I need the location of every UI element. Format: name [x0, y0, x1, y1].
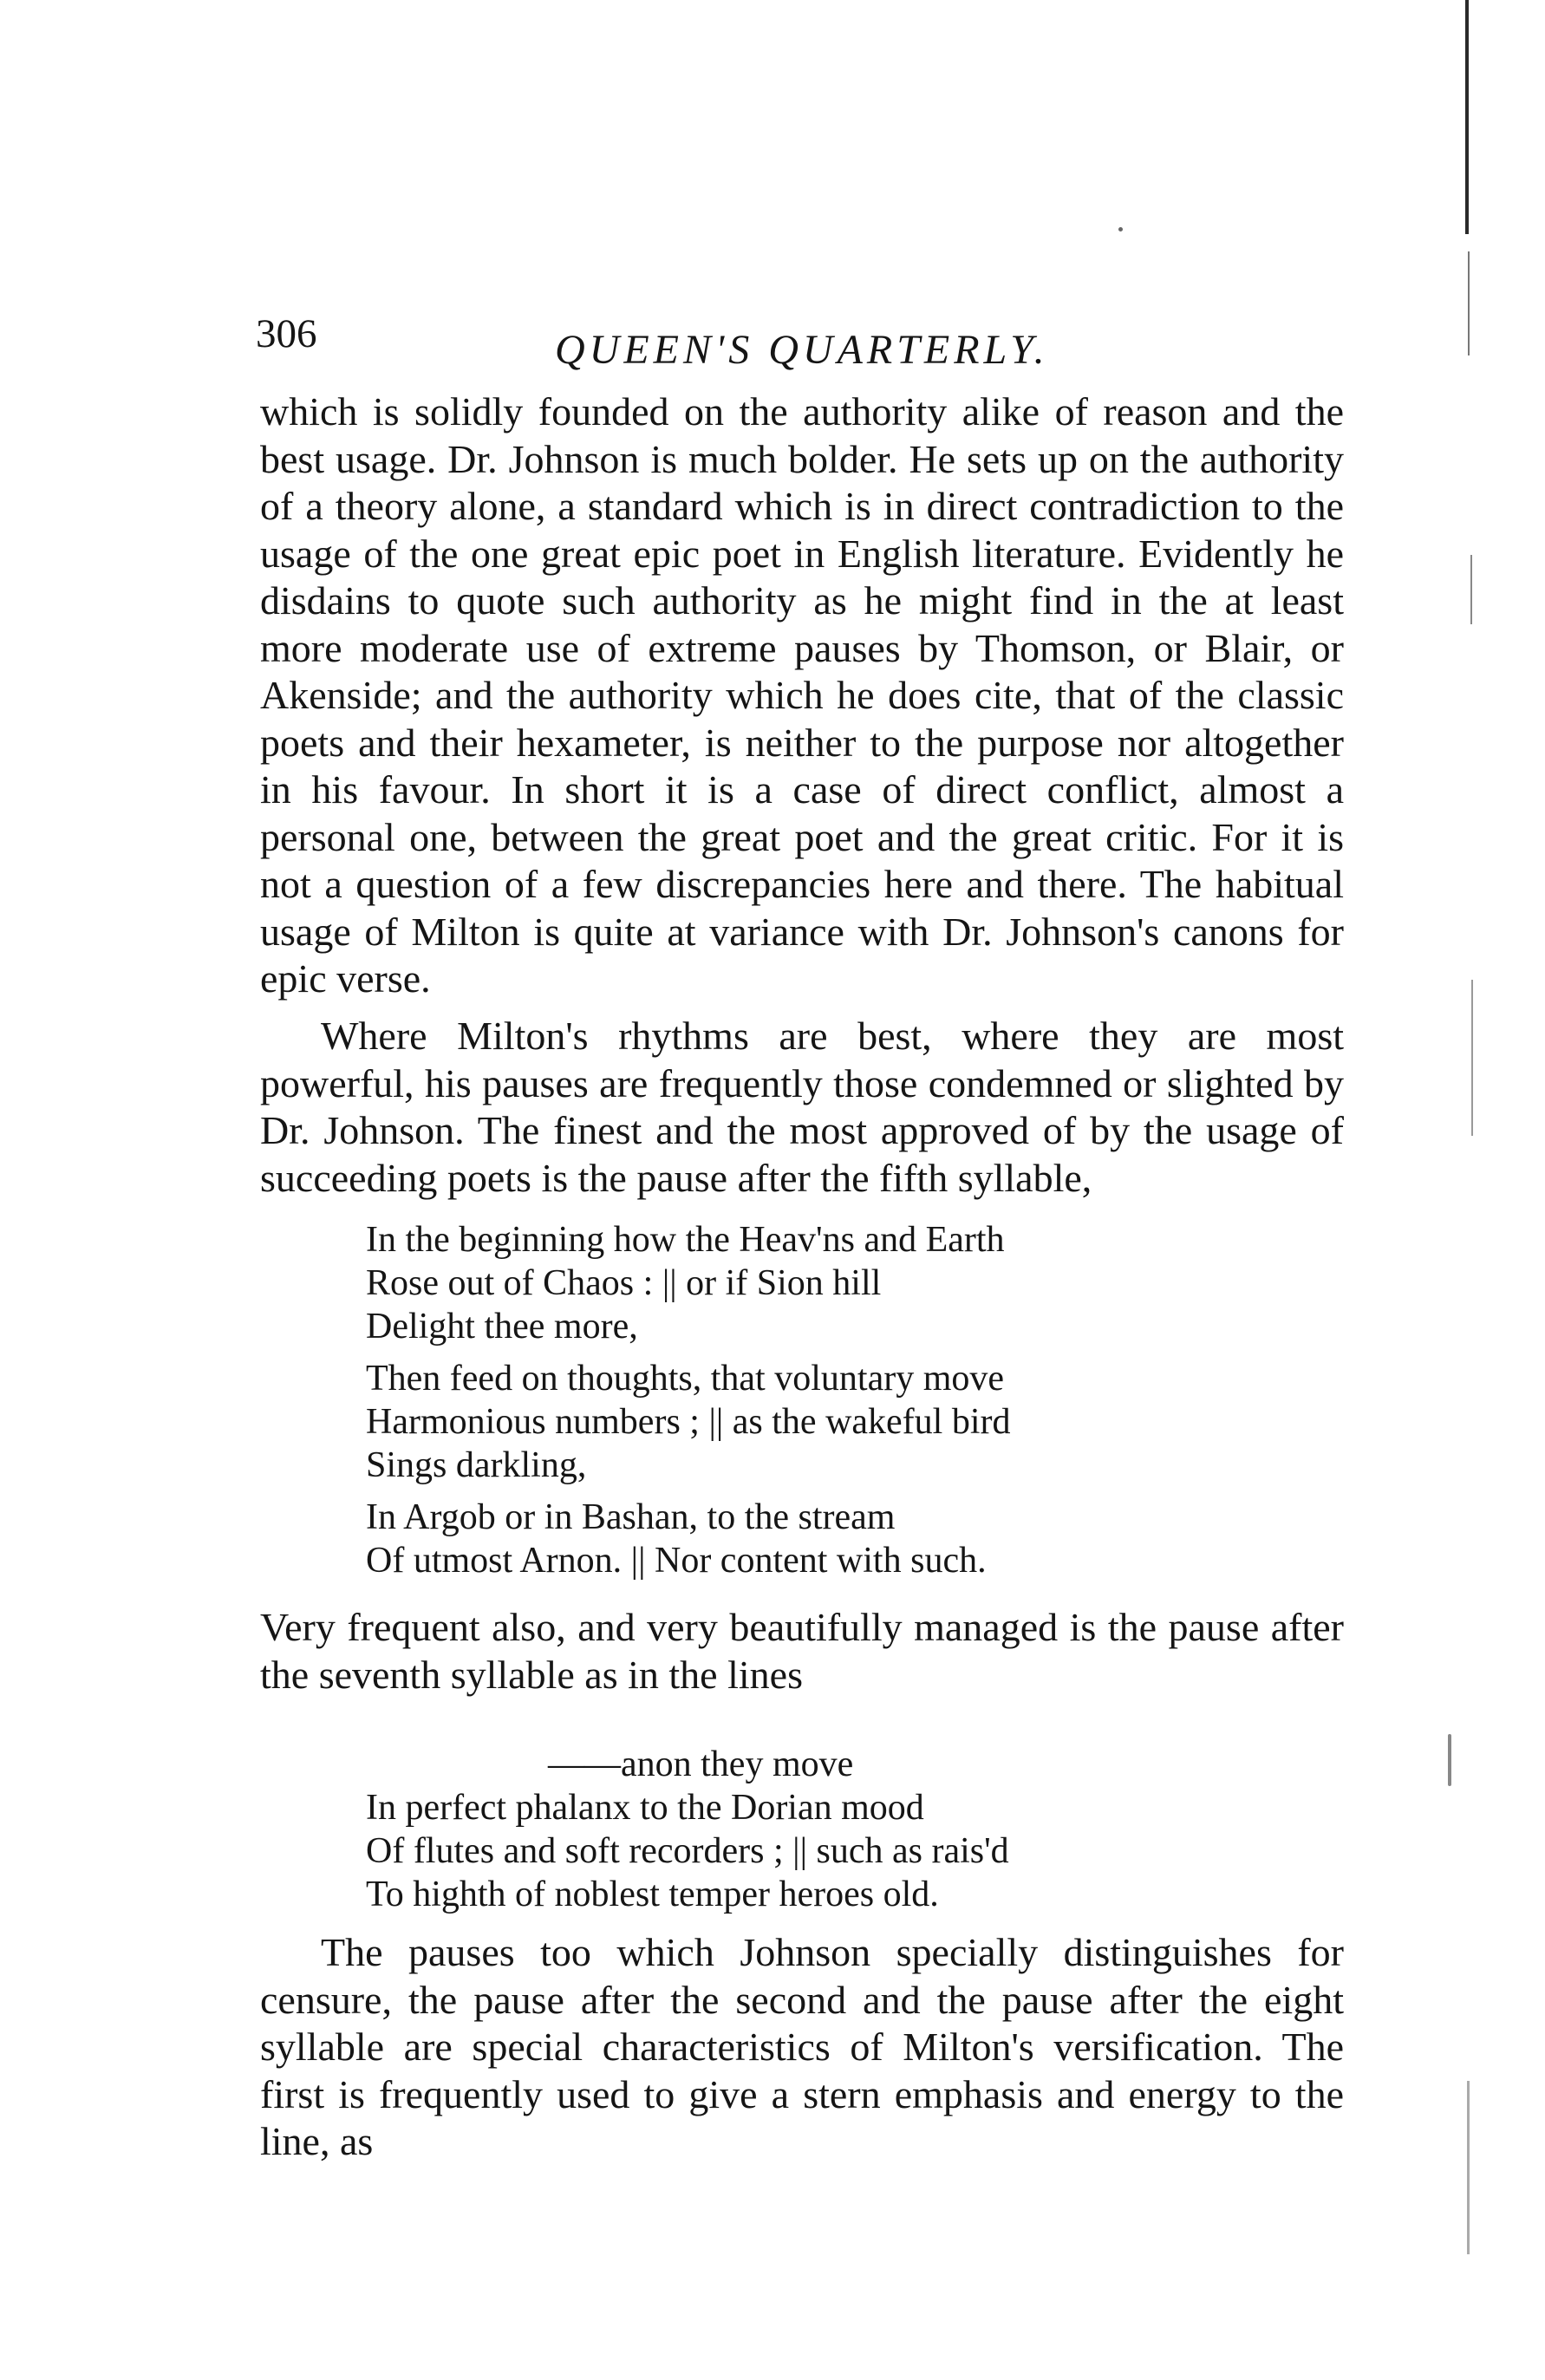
- scan-edge-line: [1465, 0, 1469, 234]
- verse-line: Sings darkling,: [366, 1445, 587, 1485]
- scan-edge-line: [1467, 2081, 1470, 2254]
- verse-line: ——anon they move: [366, 1744, 854, 1784]
- paragraph: Where Milton's rhythms are best, where they are most powerful, his pauses are frequently those condemned or slighted by Dr. Johnson. The finest and the most approved of by the usage of succeeding poets is the pause after the fifth syllable,: [260, 1014, 1344, 1200]
- verse-line: In Argob or in Bashan, to the stream: [366, 1497, 896, 1537]
- verse-line: Delight thee more,: [366, 1307, 638, 1346]
- verse-line: Rose out of Chaos : || or if Sion hill: [366, 1263, 882, 1303]
- verse-line: Of flutes and soft recorders ; || such as rais'd: [366, 1831, 1009, 1871]
- verse-quote: [366, 1496, 1337, 1582]
- paragraph: The pauses too which Johnson specially distinguishes for censure, the pause after the second and the pause after the eight syllable are special characteristics of Milton's versification. The first is frequently used to give a stern emphasis and energy to the line, as: [260, 1930, 1344, 2163]
- verse-quote: [366, 1357, 1337, 1487]
- verse-line: To highth of noblest temper heroes old.: [366, 1875, 939, 1914]
- page-number: 306: [256, 311, 317, 356]
- paragraph: which is solidly founded on the authority alike of reason and the best usage. Dr. Johnson is much bolder. He sets up on the authority of a theory alone, a standard which is in direct contradiction to the usage of the one great epic poet in English literature. Evidently he disdains to quote such authority as he might find in the at least more moderate use of extreme pauses by Thomson, or Blair, or Akenside; and the authority which he does cite, that of the classic poets and their hexameter, is neither to the purpose nor altogether in his favour. In short it is a case of direct conflict, almost a personal one, between the great poet and the great critic. For it is not a question of a few discrepancies here and there. The habitual usage of Milton is quite at variance with Dr. Johnson's canons for epic verse.: [260, 389, 1344, 1001]
- verse-line: Harmonious numbers ; || as the wakeful bird: [366, 1402, 1011, 1442]
- scan-edge-line: [1470, 555, 1472, 624]
- scan-edge-line: [1468, 251, 1470, 355]
- running-title: QUEEN'S QUARTERLY.: [555, 327, 1049, 373]
- verse-line: Of utmost Arnon. || Nor content with such.: [366, 1541, 987, 1581]
- verse-quote: [366, 1743, 1337, 1916]
- verse-line: In the beginning how the Heav'ns and Earth: [366, 1220, 1005, 1260]
- paragraph: Very frequent also, and very beautifully managed is the pause after the seventh syllable as in the lines: [260, 1605, 1344, 1697]
- verse-line: Then feed on thoughts, that voluntary move: [366, 1359, 1005, 1399]
- page-header: [256, 303, 1348, 373]
- verse-line: In perfect phalanx to the Dorian mood: [366, 1788, 924, 1828]
- verse-quote: [366, 1218, 1337, 1348]
- scan-speck: [1448, 1734, 1451, 1786]
- scan-edge-line: [1471, 980, 1473, 1136]
- scan-speck: [1118, 227, 1123, 231]
